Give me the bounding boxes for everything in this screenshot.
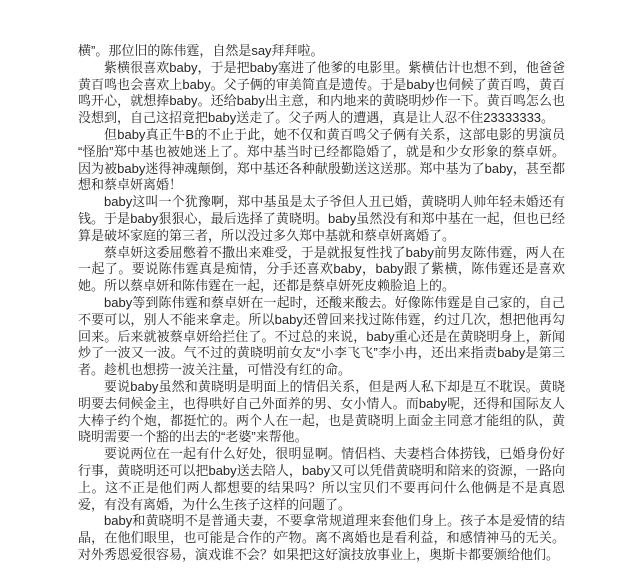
article-text-page xyxy=(78,43,565,564)
paragraph: baby等到陈伟霆和蔡卓妍在一起时，还酸来酸去。好像陈伟霆是自己家的，自己不要可以，别人不能来拿走。所以baby还曾回来找过陈伟霆，约过几次，想把他再勾回来。后来就被蔡卓妍给拦住了。不过总的来说，baby重心还是在黄晓明身上，新闻炒了一波又一波。气不过的黄晓明前女友“小李飞飞”李小冉，还出来指责baby是第三者。趁机也想捞一波关注量，可惜没有红的命。 xyxy=(78,294,565,378)
paragraph: 但baby真正牛B的不止于此，她不仅和黄百鸣父子俩有关系，这部电影的男演员“怪胎”郑中基也被她迷上了。郑中基当时已经都隐婚了，就是和少女形象的蔡卓妍。因为被baby迷得神魂颠倒，郑中基还各种献殷勤送这送那。郑中基为了baby，甚至都想和蔡卓妍离婚！ xyxy=(78,126,565,193)
paragraph: 要说baby虽然和黄晓明是明面上的情侣关系，但是两人私下却是互不耽误。黄晓明要去伺候金主，也得哄好自己外面养的男、女小情人。而baby呢，还得和国际友人大棒子约个炮，都挺忙的。两个人在一起，也是黄晓明上面金主同意才能组的队，黄晓明需要一个豁的出去的“老婆”来帮他。 xyxy=(78,378,565,445)
paragraph: 横”。那位旧的陈伟霆，自然是say拜拜啦。 xyxy=(78,43,324,58)
paragraph: 要说两位在一起有什么好处，很明显啊。情侣档、夫妻档合体捞钱，已婚身份好行事，黄晓明还可以把baby送去陪人，baby又可以凭借黄晓明和陪来的资源，一路向上。这不正是他们两人都想要的结果吗？所以宝贝们不要再问什么他俩是不是真恩爱，有没有离婚，为什么生孩子这样的问题了。 xyxy=(78,446,565,512)
paragraph: baby和黄晓明不是普通夫妻，不要拿常规道理来套他们身上。孩子本是爱情的结晶，在他们眼里，也可能是合作的产物。离不离婚也是看利益，和感情神马的无关。对外秀恩爱很容易，演戏谁不会？如果把这好演技放事业上，奥斯卡都要颁给他们。 xyxy=(78,513,565,562)
paragraph: baby这叫一个犹豫啊，郑中基虽是太子爷但人丑已婚，黄晓明人帅年轻未婚还有钱。于是baby狠狠心，最后选择了黄晓明。baby虽然没有和郑中基在一起，但也已经算是破坏家庭的第三者，所以没过多久郑中基就和蔡卓妍离婚了。 xyxy=(78,194,565,243)
paragraph: 蔡卓妍这委屈憋着不撒出来难受，于是就报复性找了baby前男友陈伟霆，两人在一起了。要说陈伟霆真是痴情，分手还喜欢baby，baby跟了紫横，陈伟霆还是喜欢她。所以蔡卓妍和陈伟霆在一起，还都是蔡卓妍死皮赖脸追上的。 xyxy=(78,244,565,294)
paragraph: 紫横很喜欢baby，于是把baby塞进了他爹的电影里。紫横估计也想不到，他爸爸黄百鸣也会喜欢上baby。父子俩的审美简直是遗传。于是baby也伺候了黄百鸣，黄百鸣开心，就想捧baby。还给baby出主意，和内地来的黄晓明炒作一下。黄百鸣怎么也没想到，自己这招竟把baby送走了。父子两人的遭遇，真是让人忍不住23333333。 xyxy=(78,59,565,126)
